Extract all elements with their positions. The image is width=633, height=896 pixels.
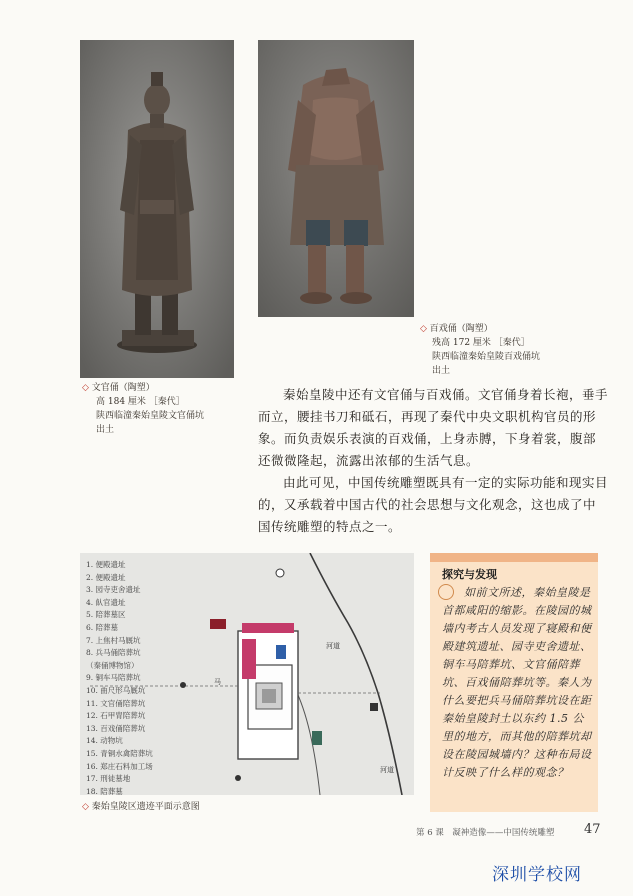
legend-item: 8. 兵马俑陪葬坑: [86, 648, 141, 658]
legend-item: 16. 郑庄石料加工场: [86, 761, 153, 771]
legend-item: 7. 上焦村马厩坑: [86, 635, 141, 645]
legend-item: 6. 陪葬墓: [86, 622, 119, 632]
legend-item: 18. 陪葬墓: [86, 786, 123, 796]
legend-item: 2. 便殿遗址: [86, 572, 126, 582]
legend-item: 15. 青铜水禽陪葬坑: [86, 748, 153, 758]
paragraph-1: 秦始皇陵中还有文官俑与百戏俑。文官俑身着长袍，垂手而立，腰挂书刀和砥石，再现了秦代中央文职机构官员的形象。而负责娱乐表演的百戏俑，上身赤膊，下身着裳，腹部还微微隆起，流露出浓郁的生活气息。: [258, 387, 609, 468]
map-legend: [86, 559, 206, 798]
river-label: 河道: [380, 766, 394, 774]
paragraph-2: 由此可见，中国传统雕塑既具有一定的实际功能和现实目的，又承载着中国古代的社会思想与文化观念，这也成了中国传统雕塑的特点之一。: [258, 475, 609, 534]
legend-item: （秦俑博物馆）: [86, 660, 139, 670]
diamond-icon: ◇: [82, 383, 89, 393]
explore-discover-box: [430, 553, 598, 812]
caption-size: 高 184 厘米 ［秦代］: [96, 397, 185, 407]
caption-size: 残高 172 厘米 ［秦代］: [432, 338, 530, 348]
photo-right-caption: [420, 322, 590, 378]
legend-item: 11. 文官俑陪葬坑: [86, 698, 146, 708]
legend-item: 4. 飤官遗址: [86, 597, 126, 607]
explore-title: 探究与发现: [442, 568, 497, 581]
page-number: 47: [584, 822, 601, 837]
caption-excavated: 出土: [96, 425, 115, 435]
watermark: 深圳学校网: [492, 865, 582, 885]
diamond-icon: ◇: [420, 324, 427, 334]
explore-text: 如前文所述，秦始皇陵是首都咸阳的缩影。在陵园的城墙内考古人员发现了寝殿和便殿建筑遗址、园寺吏舍遗址、铜车马陪葬坑、文官俑陪葬坑、百戏俑陪葬坑等。秦人为什么要把兵马俑陪葬坑设在距秦始皇陵封土以东约 1.5 公里的地方，而其他的陪葬坑却设在陵园城墙内？这种布局设计反映了什么样的观念？: [442, 586, 592, 779]
legend-item: 3. 园寺吏舍遗址: [86, 585, 141, 595]
map-caption: ◇ 秦始皇陵区遗迹平面示意图: [82, 802, 200, 812]
acrobat-figurine-photo: [258, 40, 414, 317]
legend-item: 10. 曲尺形马厩坑: [86, 685, 146, 695]
caption-location: 陕西临潼秦始皇陵文官俑坑: [96, 411, 205, 421]
caption-excavated: 出土: [432, 366, 451, 376]
river-label: 河道: [326, 642, 340, 650]
civil-official-figurine-image: [80, 40, 234, 378]
diamond-icon: ◇: [82, 802, 89, 812]
lesson-footer: 第 6 课 凝神造像——中国传统雕塑: [416, 828, 555, 838]
civil-official-figurine-photo: [80, 40, 234, 378]
mausoleum-site-map: [80, 553, 414, 795]
caption-title: ◇ 文官俑（陶塑）: [82, 383, 155, 393]
legend-item: 9. 铜车马陪葬坑: [86, 673, 141, 683]
legend-item: 14. 动物坑: [86, 736, 123, 746]
legend-item: 17. 刑徒墓地: [86, 774, 131, 784]
horse-label: 马: [214, 678, 221, 686]
caption-location: 陕西临潼秦始皇陵百戏俑坑: [432, 352, 541, 362]
body-text: [258, 384, 608, 538]
legend-item: 13. 百戏俑陪葬坑: [86, 723, 146, 733]
legend-item: 1. 便殿遗址: [86, 560, 126, 569]
legend-item: 12. 石甲胄陪葬坑: [86, 711, 146, 721]
acrobat-figurine-image: [258, 40, 414, 317]
legend-item: 5. 陪葬墓区: [86, 610, 126, 620]
photo-left-caption: [82, 381, 252, 437]
caption-title: ◇ 百戏俑（陶塑）: [420, 324, 493, 334]
